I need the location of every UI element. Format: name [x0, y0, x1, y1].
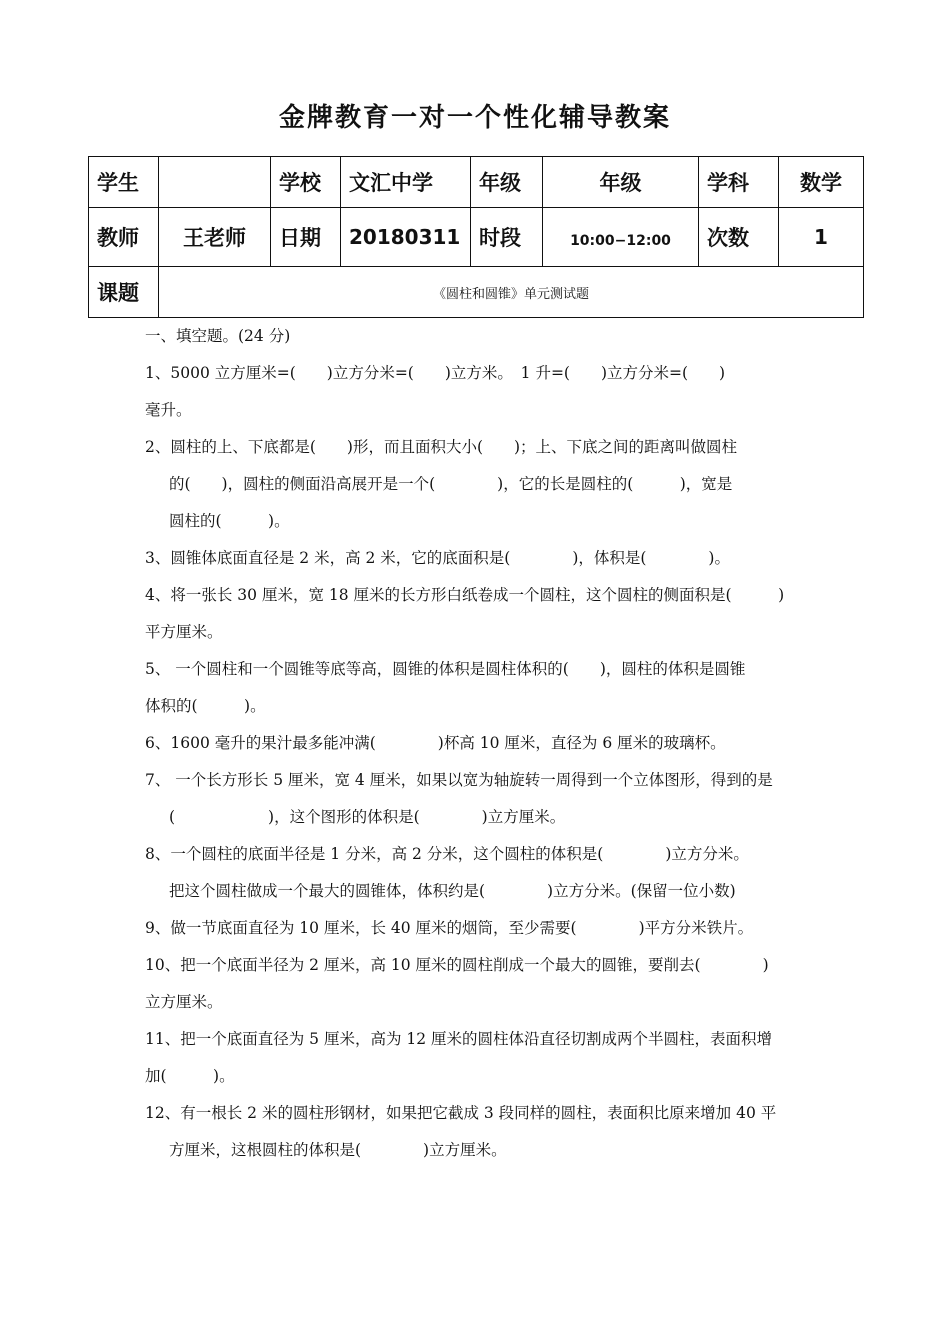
q12-line-2: 方厘米，这根圆柱的体积是( )立方厘米。	[169, 1141, 507, 1159]
q2-line-1: 2、圆柱的上、下底都是( )形，而且面积大小( )；上、下底之间的距离叫做圆柱	[145, 438, 738, 456]
info-row-2	[89, 208, 864, 267]
q12-line-1: 12、有一根长 2 米的圆柱形钢材，如果把它截成 3 段同样的圆柱，表面积比原来增加 40 平	[145, 1104, 777, 1122]
lesson-info-table	[88, 156, 864, 318]
q11-line-2: 加( )。	[145, 1067, 235, 1085]
q2-line-3: 圆柱的( )。	[169, 512, 290, 530]
grade-label: 年级	[471, 157, 543, 208]
q6-line-1: 6、1600 毫升的果汁最多能冲满( )杯高 10 厘米，直径为 6 厘米的玻璃杯。	[145, 734, 726, 752]
q8-line-1: 8、一个圆柱的底面半径是 1 分米，高 2 分米，这个圆柱的体积是( )立方分米。	[145, 845, 749, 863]
q4-line-1: 4、将一张长 30 厘米，宽 18 厘米的长方形白纸卷成一个圆柱，这个圆柱的侧面积是( )	[145, 586, 785, 604]
date-value: 20180311	[341, 208, 471, 267]
q5-line-1: 5、 一个圆柱和一个圆锥等底等高，圆锥的体积是圆柱体积的( )，圆柱的体积是圆锥	[145, 660, 746, 678]
q7-line-2: ( )，这个图形的体积是( )立方厘米。	[169, 808, 566, 826]
count-label: 次数	[699, 208, 779, 267]
q1-line-2: 毫升。	[145, 401, 192, 419]
subject-label: 学科	[699, 157, 779, 208]
date-label: 日期	[271, 208, 341, 267]
question-content	[145, 318, 810, 1169]
q4-line-2: 平方厘米。	[145, 623, 223, 641]
grade-value: 年级	[543, 157, 699, 208]
student-value	[159, 157, 271, 208]
q1-line-1: 1、5000 立方厘米=( )立方分米=( )立方米。 1 升=( )立方分米=( )	[145, 364, 726, 382]
document-title: 金牌教育一对一个性化辅导教案	[278, 103, 671, 133]
q10-line-1: 10、把一个底面半径为 2 厘米，高 10 厘米的圆柱削成一个最大的圆锥，要削去( )	[145, 956, 769, 974]
topic-label: 课题	[89, 267, 159, 318]
student-label: 学生	[89, 157, 159, 208]
topic-value: 《圆柱和圆锥》单元测试题	[159, 267, 864, 318]
school-value: 文汇中学	[341, 157, 471, 208]
teacher-value: 王老师	[159, 208, 271, 267]
period-label: 时段	[471, 208, 543, 267]
teacher-label: 教师	[89, 208, 159, 267]
q5-line-2: 体积的( )。	[145, 697, 266, 715]
info-row-1	[89, 157, 864, 208]
q10-line-2: 立方厘米。	[145, 993, 223, 1011]
q2-line-2: 的( )，圆柱的侧面沿高展开是一个( )，它的长是圆柱的( )，宽是	[169, 475, 733, 493]
q9-line-1: 9、做一节底面直径为 10 厘米，长 40 厘米的烟筒，至少需要( )平方分米铁片。	[145, 919, 754, 937]
period-value: 10:00−12:00	[543, 208, 699, 267]
subject-value: 数学	[779, 157, 864, 208]
q7-line-1: 7、 一个长方形长 5 厘米，宽 4 厘米，如果以宽为轴旋转一周得到一个立体图形，得到的是	[145, 771, 773, 789]
info-row-3	[89, 267, 864, 318]
school-label: 学校	[271, 157, 341, 208]
section-heading: 一、填空题。(24 分)	[145, 327, 291, 345]
q8-line-2: 把这个圆柱做成一个最大的圆锥体，体积约是( )立方分米。(保留一位小数)	[169, 882, 736, 900]
count-value: 1	[779, 208, 864, 267]
q3-line-1: 3、圆锥体底面直径是 2 米，高 2 米，它的底面积是( )，体积是( )。	[145, 549, 730, 567]
q11-line-1: 11、把一个底面直径为 5 厘米，高为 12 厘米的圆柱体沿直径切割成两个半圆柱，表面积增	[145, 1030, 773, 1048]
